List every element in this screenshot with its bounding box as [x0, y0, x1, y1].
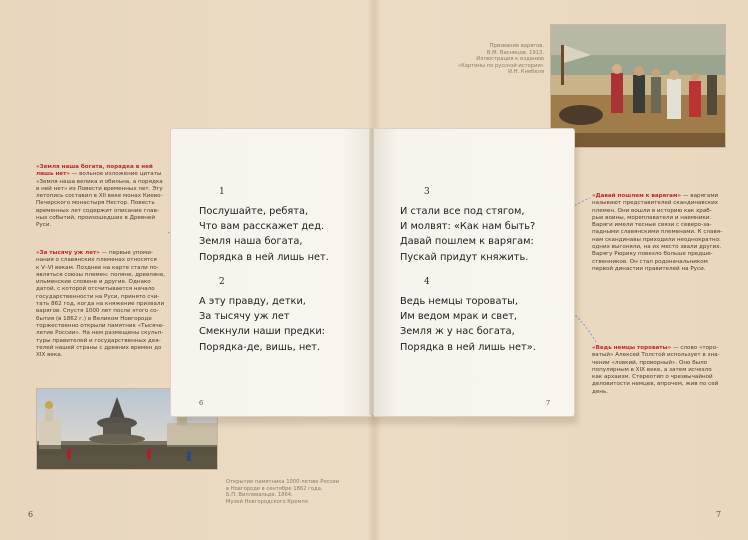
note-term-2: «Ведь немцы тороваты» — слово «торо-	[592, 345, 719, 351]
caption-varangians: Призвание варягов. В.М. Васнецов. 1913. Иллюстрация к изданию «Картины по русской истории» И.Н. Кнебеля	[457, 43, 544, 76]
note-land-rich: «Земля наша богата, порядка в ней лишь нет» — вольное изложение цитаты «Земля наша велика и обильна, а порядка в ней нет» из Повести временных лет. Эту летопись составил в XII веке монах Киево- Печерского монастыря Нестор. Повесть временных лет содержит описание глав- ных событий, произошедших в Древней Руси.	[36, 164, 163, 229]
stanza-number: 2	[219, 277, 225, 287]
stanza-2: А эту правду, детки, За тысячу уж лет Смекнули наши предки: Порядка-де, вишь, нет.	[199, 296, 325, 353]
note-thousand-years: «За тысячу уж лет» — первые упоми- нания о славянских племенах относятся к V–VI векам. Позднее на карте стали по- являться союзы племен: поляне, древляне, ильменские словене и другие. Однако датой, с которой отсчитывается начало государственности на Руси, принято счи- тать 862 год, когда на княжение призвали варягов. Спустя 1000 лет после этого со- бытия (в 1862 г.) в Великом Новгороде торжественно открыли памятник «Тысяче- летие России». На нем размещены скульп- туры правителей и государственных дея- телей нашей страны с древних времен до XIX века.	[36, 250, 166, 359]
note-term: «Давай пошлем к варягам» — варягами	[592, 193, 719, 199]
caption-monument: Открытие памятника 1000-летию России в Новгороде в сентябре 1862 года. Б.П. Виллевальде. 1864. Музей Новгородского Кремля	[226, 479, 339, 505]
page-number-left: 6	[28, 510, 34, 519]
note-germans-toravaty: «Ведь немцы тороваты» — слово «торо- ватый» Алексей Толстой использует в зна- чении «ловкий, проворный». Оно было популярным в XIX веке, а затем исчезло как архаизм. Стереотип о чрезвычайной деловитости немцев, впрочем, жив по сей день.	[592, 345, 720, 395]
leaf-page-number-right: 7	[546, 399, 551, 407]
stanza-number: 1	[219, 187, 225, 197]
stanza-number: 3	[424, 187, 430, 197]
note-title-cont: лишь нет» — вольное изложение цитаты	[36, 171, 162, 178]
open-book	[170, 128, 578, 421]
leaf-page-number-left: 6	[199, 399, 204, 407]
stanza-1: Послушайте, ребята, Что вам расскажет дед. Земля наша богата, Порядка в ней лишь нет.	[199, 206, 329, 263]
book-leaf-left	[170, 128, 371, 417]
stanza-4: Ведь немцы тороваты, Им ведом мрак и свет, Земля ж у нас богата, Порядка в ней лишь нет».	[400, 296, 536, 353]
book-leaf-right	[374, 128, 575, 417]
stanza-3: И стали все под стягом, И молвят: «Как нам быть? Давай пошлем к варягам: Пускай придут княжить.	[400, 206, 536, 263]
stanza-number: 4	[424, 277, 430, 287]
note-send-to-varangians: «Давай пошлем к варягам» — варягами называют представителей скандинавских племен. Они вошли в историю как храб- рые воины, мореплаватели и наемники. Варяги имели тесные связи с северо-за- падными славянскими племенами. К славя- нам скандинавы приходили неоднократно: одних выгоняли, на их место звали других. Варягу Рюрику повезло больше предше- ственников. Он стал родоначальником первой династии правителей на Руси.	[592, 193, 723, 272]
page-number-right: 7	[716, 510, 722, 519]
